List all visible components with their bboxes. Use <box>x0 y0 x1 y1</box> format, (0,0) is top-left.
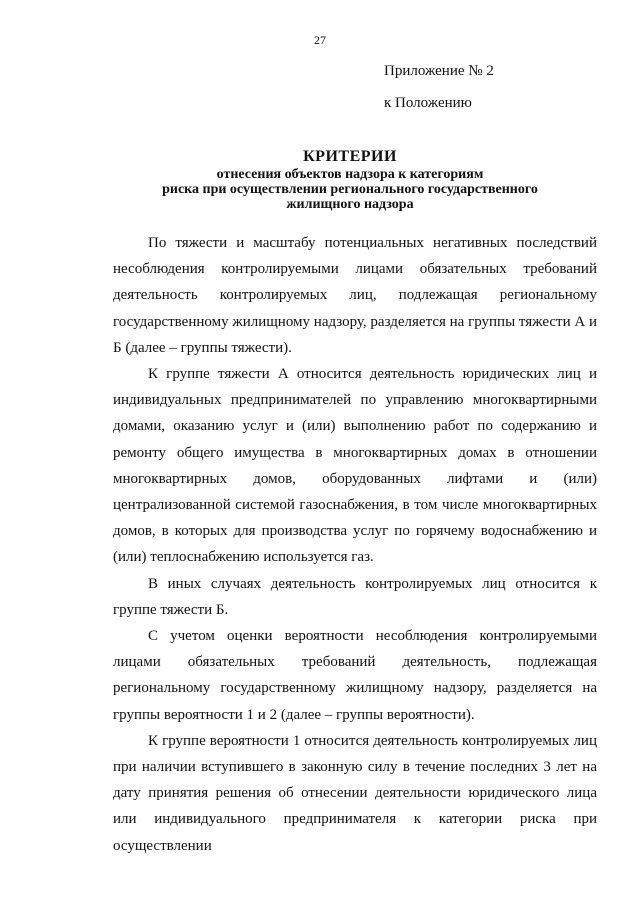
paragraph-group-a: К группе тяжести А относится деятельность юридических лиц и индивидуальных предпринимателей по управлению многоквартирными домами, оказанию услуг и (или) выполнению работ по содержанию и ремонту общего имущества в многоквартирных домах в отношении многоквартирных домов, оборудованных лифтами и (или) централизованной системой газоснабжения, в том числе многоквартирных домов, в которых для производства услуг по горячему водоснабжению и (или) теплоснабжению используется газ. <box>113 366 597 566</box>
page-number: 27 <box>314 33 326 47</box>
title-line-2: риска при осуществлении регионального государственного <box>162 182 538 197</box>
appendix-number: Приложение № 2 <box>384 63 494 79</box>
paragraph-probability-group-1: К группе вероятности 1 относится деятельность контролируемых лиц при наличии вступившего в законную силу в течение последних 3 лет на дату принятия решения об отнесении деятельности юридического лица или индивидуального предпринимателя к категории риска при осуществлении <box>113 732 597 854</box>
paragraph-probability-groups: С учетом оценки вероятности несоблюдения контролируемыми лицами обязательных требований деятельность, подлежащая региональному государственному жилищному надзору, разделяется на группы вероятности 1 и 2 (далее – группы вероятности). <box>113 628 597 723</box>
title-line-1: отнесения объектов надзора к категориям <box>216 167 484 182</box>
document-title <box>110 147 590 212</box>
title-line-3: жилищного надзора <box>286 197 414 212</box>
title-main: КРИТЕРИИ <box>303 148 397 165</box>
appendix-reference: к Положению <box>384 95 472 111</box>
document-body <box>113 230 597 859</box>
paragraph-group-b: В иных случаях деятельность контролируемых лиц относится к группе тяжести Б. <box>113 575 597 618</box>
paragraph-severity-groups: По тяжести и масштабу потенциальных негативных последствий несоблюдения контролируемыми лицами обязательных требований деятельность контролируемых лиц, подлежащая региональному государственному жилищному надзору, разделяется на группы тяжести А и Б (далее – группы тяжести). <box>113 235 597 356</box>
